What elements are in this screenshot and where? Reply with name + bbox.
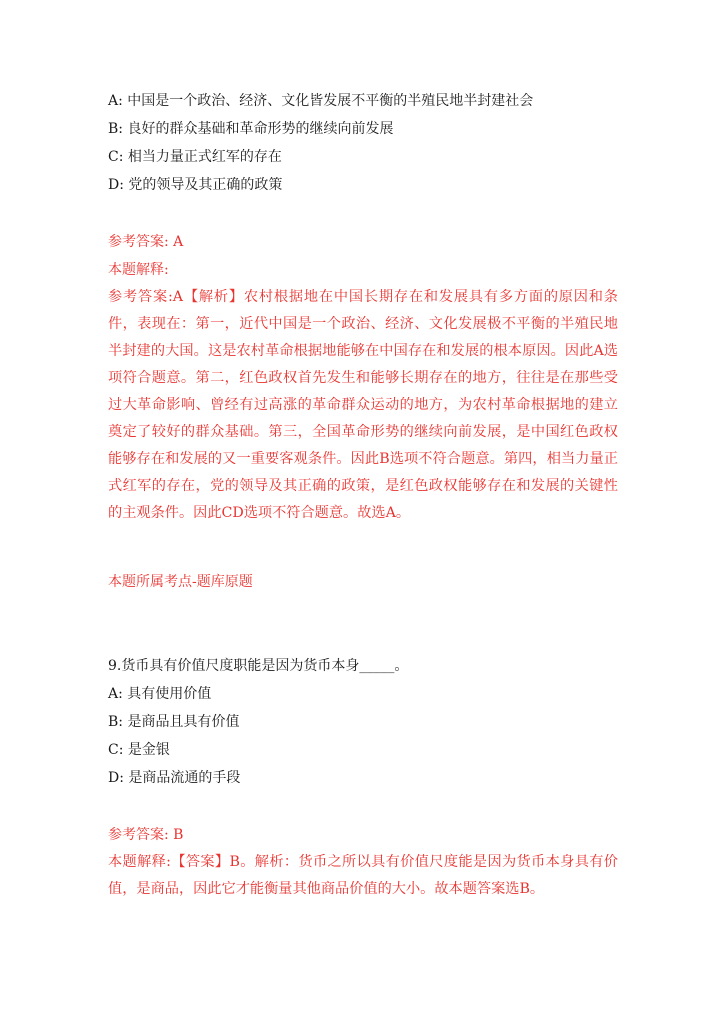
q9-explanation: 本题解释:【答案】B。解析：货币之所以具有价值尺度能是因为货币本身具有价值，是商品，因此它才能衡量其他商品价值的大小。故本题答案选B。 (108, 854, 618, 897)
q8-answer: 参考答案: A (108, 234, 184, 250)
q9-answer: 参考答案: B (108, 827, 184, 843)
q9-option-b: B: 是商品且具有价值 (108, 714, 240, 730)
q8-explanation-label: 本题解释: (108, 262, 169, 278)
q8-option-c: C: 相当力量正式红军的存在 (108, 149, 282, 165)
q8-option-a: A: 中国是一个政治、经济、文化皆发展不平衡的半殖民地半封建社会 (108, 93, 534, 109)
q8-option-d: D: 党的领导及其正确的政策 (108, 177, 283, 193)
q9-option-a: A: 具有使用价值 (108, 686, 212, 702)
q9-question: 9.货币具有价值尺度职能是因为货币本身_____。 (108, 658, 409, 674)
q9-option-c: C: 是金银 (108, 742, 170, 758)
q8-category: 本题所属考点-题库原题 (108, 574, 253, 590)
q8-explanation: 参考答案:A【解析】农村根据地在中国长期存在和发展具有多方面的原因和条件，表现在：第一，近代中国是一个政治、经济、文化发展极不平衡的半殖民地半封建的大国。这是农村革命根据地能够在中国存在和发展的根本原因。因此A选项符合题意。第二，红色政权首先发生和能够长期存在的地方，往往是在那些受过大革命影响、曾经有过高涨的革命群众运动的地方，为农村革命根据地的建立奠定了较好的群众基础。第三，全国革命形势的继续向前发展，是中国红色政权能够存在和发展的又一重要客观条件。因此B选项不符合题意。第四，相当力量正式红军的存在，党的领导及其正确的政策，是红色政权能够存在和发展的关键性的主观条件。因此CD选项不符合题意。故选A。 (108, 289, 618, 521)
q9-option-d: D: 是商品流通的手段 (108, 770, 241, 786)
q8-option-b: B: 良好的群众基础和革命形势的继续向前发展 (108, 121, 394, 137)
